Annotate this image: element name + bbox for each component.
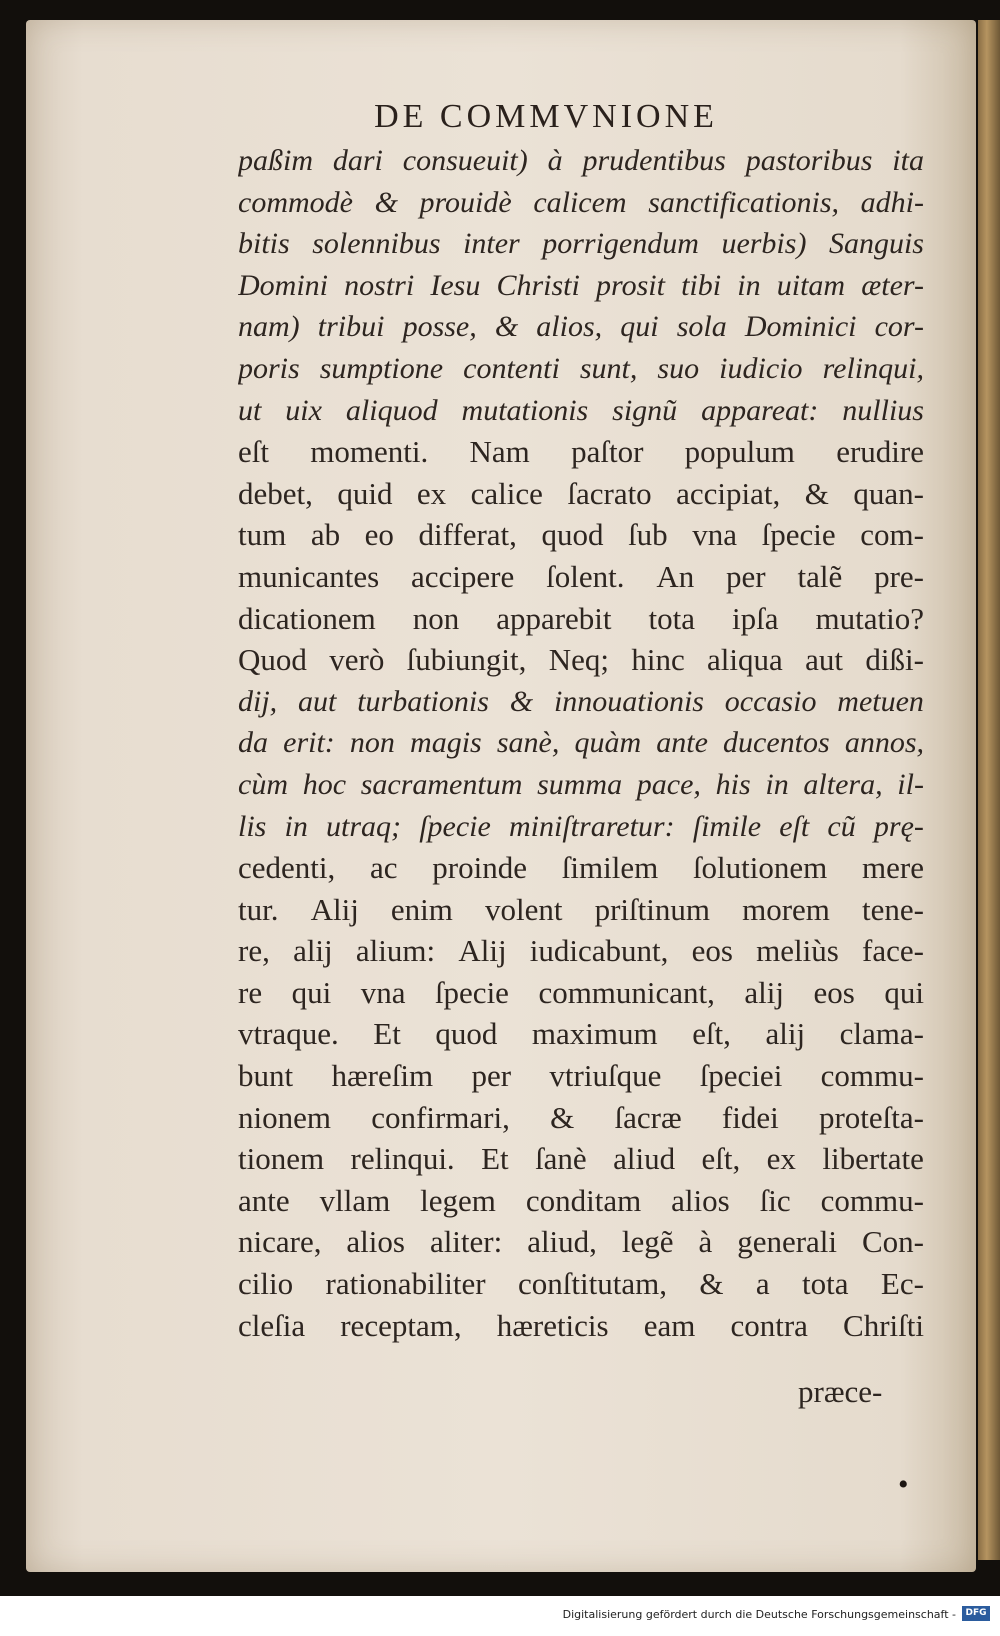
text-line: da erit: non magis sanè, quàm ante ducentos annos, [238,726,924,760]
text-line: nam) tribui posse, & alios, qui sola Dominici cor- [238,310,924,344]
text-line: bitis solennibus inter porrigendum uerbis) Sanguis [238,227,924,261]
text-line: tum ab eo differat, quod ſub vna ſpecie com- [238,517,924,553]
text-line: cùm hoc sacramentum summa pace, his in altera, il- [238,767,924,801]
body-text [238,140,924,1346]
text-line: cilio rationabiliter conſtitutam, & a tota Ec- [238,1266,924,1302]
text-line: poris sumptione contenti sunt, suo iudicio relinqui, [238,351,924,385]
text-line: cleſia receptam, hæreticis eam contra Chriſti [238,1307,924,1343]
book-page-edge [978,20,1000,1560]
text-line: vtraque. Et quod maximum eſt, alij clama- [238,1016,924,1052]
text-line: cedenti, ac proinde ſimilem ſolutionem mere [238,850,924,886]
text-line: dij, aut turbationis & innouationis occasio metuen [238,684,924,718]
footer-credit: Digitalisierung gefördert durch die Deutsche Forschungsgemeinschaft - [562,1608,956,1621]
text-line: tionem relinqui. Et ſanè aliud eſt, ex libertate [238,1141,924,1177]
text-line: ante vllam legem conditam alios ſic commu- [238,1182,924,1218]
text-line: nicare, alios aliter: aliud, legẽ à generali Con- [238,1224,924,1260]
catchword: præce- [798,1374,883,1409]
text-line: Domini nostri Iesu Christi prosit tibi in uitam æter- [238,268,924,302]
text-line: re qui vna ſpecie communicant, alij eos qui [238,974,924,1010]
text-line: municantes accipere ſolent. An per talẽ pre- [238,558,924,594]
text-line: Quod verò ſubiungit, Neq; hinc aliqua aut dißi- [238,642,924,678]
text-line: dicationem non apparebit tota ipſa mutatio? [238,600,924,636]
text-line: re, alij alium: Alij iudicabunt, eos meliùs face- [238,933,924,969]
text-line: bunt hæreſim per vtriuſque ſpeciei commu- [238,1058,924,1094]
text-line: nionem confirmari, & ſacræ fidei proteſta- [238,1099,924,1135]
dfg-logo: DFG [962,1606,990,1621]
digitization-footer [0,1596,1000,1636]
text-line: tur. Alij enim volent priſtinum morem tene- [238,891,924,927]
running-head: DE COMMVNIONE [374,98,718,135]
signature-mark: • [898,1468,909,1501]
text-line: paßim dari consueuit) à prudentibus pastoribus ita [238,144,924,177]
text-line: eſt momenti. Nam paſtor populum erudire [238,434,924,470]
text-line: commodè & prouidè calicem sanctificationis, adhi- [238,185,924,219]
text-line: debet, quid ex calice ſacrato accipiat, & quan- [238,475,924,511]
text-line: lis in utraq; ſpecie miniſtraretur: ſimile eſt cũ prę- [238,809,924,843]
text-line: ut uix aliquod mutationis signũ appareat: nullius [238,393,924,427]
